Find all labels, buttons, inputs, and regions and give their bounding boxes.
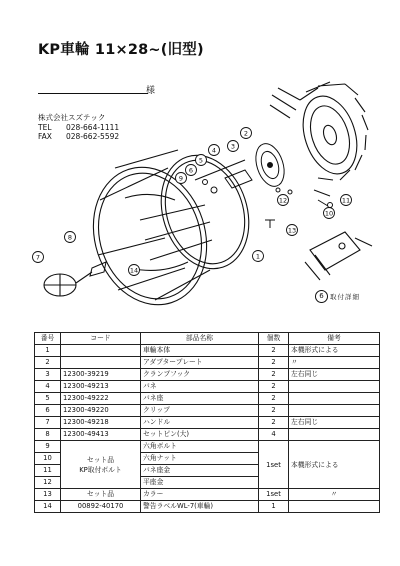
row-name: 警告ラベルWL-7(車輪) bbox=[141, 501, 259, 513]
row-no: 6 bbox=[35, 405, 61, 417]
adapter-plate-drawing bbox=[251, 140, 289, 190]
row-note bbox=[289, 381, 380, 393]
row-name: バネ座金 bbox=[141, 465, 259, 477]
row-name: バネ bbox=[141, 381, 259, 393]
callout-12: 12 bbox=[278, 196, 288, 205]
row-qty: 1 bbox=[259, 501, 289, 513]
row-qty: 2 bbox=[259, 405, 289, 417]
group-code: セット品 KP取付ボルト bbox=[61, 441, 141, 489]
row-no: 8 bbox=[35, 429, 61, 441]
row-note: 本機形式による bbox=[289, 345, 380, 357]
row-no: 2 bbox=[35, 357, 61, 369]
callout-7: 7 bbox=[35, 253, 41, 262]
row-no: 3 bbox=[35, 369, 61, 381]
table-row bbox=[35, 417, 380, 429]
row-name: 六角ボルト bbox=[141, 441, 259, 453]
detail-label: 取付詳細 bbox=[330, 293, 360, 301]
tractor-tire-drawing bbox=[270, 82, 368, 181]
header-note: 備考 bbox=[289, 333, 380, 345]
row-no: 13 bbox=[35, 489, 61, 501]
row-qty: 2 bbox=[259, 381, 289, 393]
row-name: クリップ bbox=[141, 405, 259, 417]
fax-number: 028-662-5592 bbox=[66, 132, 120, 141]
row-name: アダプタープレート bbox=[141, 357, 259, 369]
row-code: セット品 bbox=[61, 489, 141, 501]
customer-suffix: 様 bbox=[146, 86, 156, 96]
group-qty: 1set bbox=[259, 441, 289, 489]
parts-table bbox=[34, 332, 380, 513]
row-name: 六角ナット bbox=[141, 453, 259, 465]
table-row bbox=[35, 501, 380, 513]
row-code: 12300-49218 bbox=[61, 417, 141, 429]
row-name: ハンドル bbox=[141, 417, 259, 429]
callout-6: 6 bbox=[188, 166, 194, 175]
row-name: セットピン(大) bbox=[141, 429, 259, 441]
row-qty: 2 bbox=[259, 345, 289, 357]
row-code: 00892-40170 bbox=[61, 501, 141, 513]
callout-3: 3 bbox=[230, 142, 236, 151]
row-name: バネ座 bbox=[141, 393, 259, 405]
callout-13: 13 bbox=[287, 226, 297, 235]
table-row bbox=[35, 345, 380, 357]
row-no: 12 bbox=[35, 477, 61, 489]
callout-4: 4 bbox=[211, 146, 217, 155]
row-note bbox=[289, 393, 380, 405]
page-title: KP車輪 11×28~(旧型) bbox=[38, 42, 204, 58]
row-no: 1 bbox=[35, 345, 61, 357]
row-note bbox=[289, 501, 380, 513]
row-qty: 2 bbox=[259, 369, 289, 381]
callout-11: 11 bbox=[341, 196, 351, 205]
table-row bbox=[35, 369, 380, 381]
row-name: 車輪本体 bbox=[141, 345, 259, 357]
row-note: 左右同じ bbox=[289, 417, 380, 429]
row-no: 10 bbox=[35, 453, 61, 465]
table-row bbox=[35, 381, 380, 393]
detail-number: 6 bbox=[315, 290, 328, 303]
row-note: 〃 bbox=[289, 357, 380, 369]
callout-5: 5 bbox=[198, 156, 204, 165]
row-no: 11 bbox=[35, 465, 61, 477]
row-note bbox=[289, 405, 380, 417]
table-row bbox=[35, 489, 380, 501]
row-qty: 4 bbox=[259, 429, 289, 441]
row-no: 7 bbox=[35, 417, 61, 429]
group-note: 本機形式による bbox=[289, 441, 380, 489]
callout-1: 1 bbox=[255, 252, 261, 261]
row-name: カラー bbox=[141, 489, 259, 501]
row-qty: 1set bbox=[259, 489, 289, 501]
header-no: 番号 bbox=[35, 333, 61, 345]
header-qty: 個数 bbox=[259, 333, 289, 345]
table-row bbox=[35, 357, 380, 369]
table-row bbox=[35, 405, 380, 417]
row-note: 左右同じ bbox=[289, 369, 380, 381]
row-code: 12300-49413 bbox=[61, 429, 141, 441]
fax-label: FAX bbox=[38, 132, 52, 141]
table-row bbox=[35, 441, 380, 453]
row-no: 9 bbox=[35, 441, 61, 453]
callout-2: 2 bbox=[243, 129, 249, 138]
handle-drawing bbox=[44, 272, 92, 296]
row-code bbox=[61, 345, 141, 357]
table-row bbox=[35, 393, 380, 405]
header-code: コード bbox=[61, 333, 141, 345]
row-code: 12300-49222 bbox=[61, 393, 141, 405]
row-note: 〃 bbox=[289, 489, 380, 501]
tel-label: TEL bbox=[38, 122, 52, 132]
row-code: 12300-39219 bbox=[61, 369, 141, 381]
row-name: 平座金 bbox=[141, 477, 259, 489]
table-header-row bbox=[35, 333, 380, 345]
row-note bbox=[289, 429, 380, 441]
row-code: 12300-49213 bbox=[61, 381, 141, 393]
row-qty: 2 bbox=[259, 393, 289, 405]
callout-8: 8 bbox=[67, 233, 73, 242]
row-code: 12300-49220 bbox=[61, 405, 141, 417]
callout-9: 9 bbox=[178, 174, 184, 183]
row-qty: 2 bbox=[259, 357, 289, 369]
wheel-cage-drawing bbox=[76, 144, 263, 320]
callout-14: 14 bbox=[129, 266, 139, 275]
row-qty: 2 bbox=[259, 417, 289, 429]
row-name: クランプフック bbox=[141, 369, 259, 381]
parts-table-body bbox=[35, 345, 380, 513]
company-name: 株式会社スズテック bbox=[38, 113, 106, 122]
header-name: 部品名称 bbox=[141, 333, 259, 345]
small-parts-drawing bbox=[90, 170, 333, 276]
callout-10: 10 bbox=[324, 209, 334, 218]
row-no: 4 bbox=[35, 381, 61, 393]
row-no: 5 bbox=[35, 393, 61, 405]
row-code bbox=[61, 357, 141, 369]
table-row bbox=[35, 429, 380, 441]
detail-6-drawing bbox=[305, 232, 372, 280]
row-no: 14 bbox=[35, 501, 61, 513]
tel-number: 028-664-1111 bbox=[66, 122, 120, 132]
